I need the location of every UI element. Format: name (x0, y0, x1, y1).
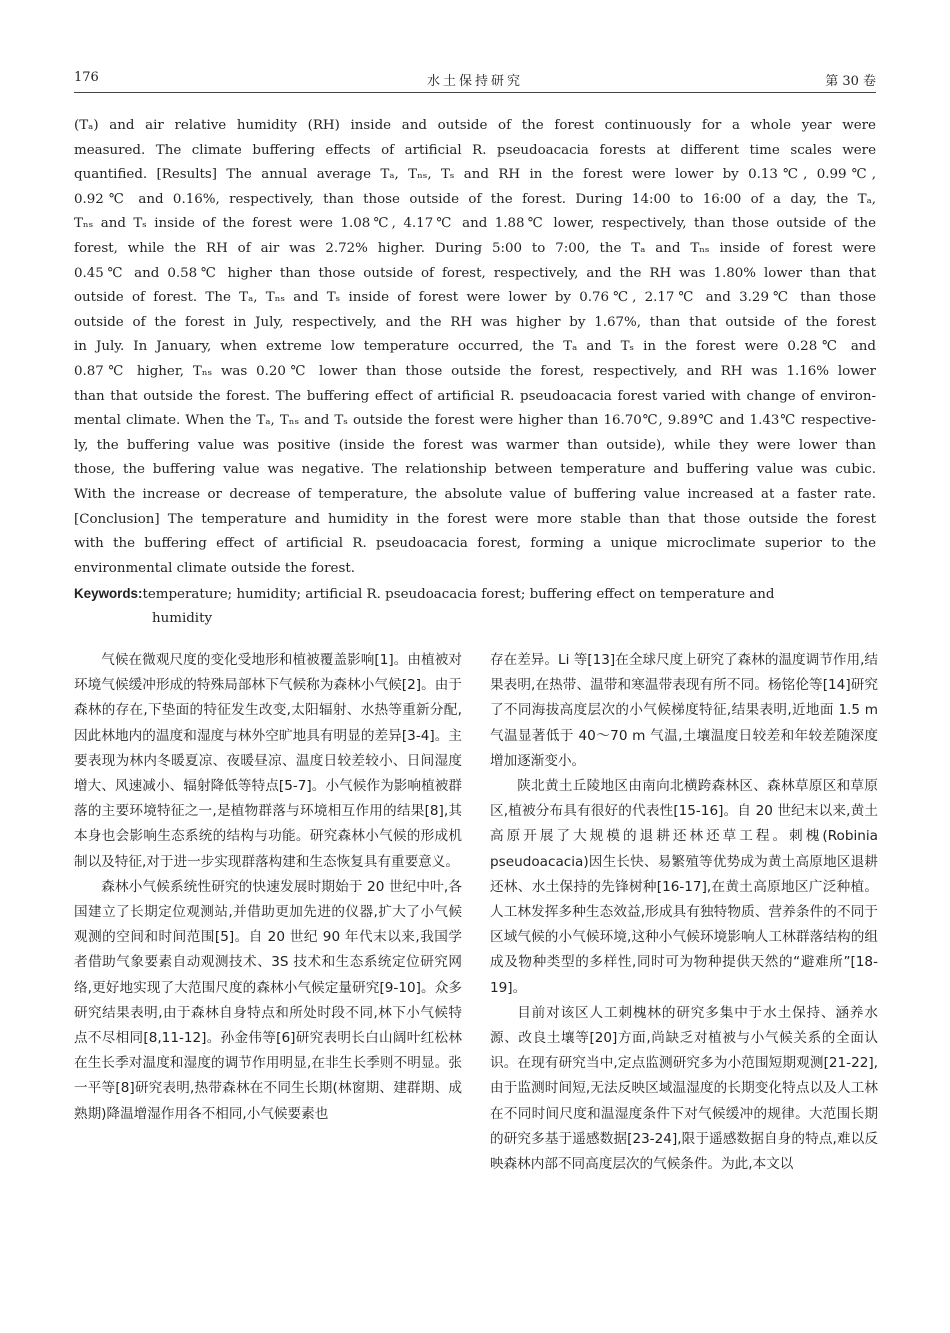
running-header (74, 68, 876, 93)
abstract-line: mental climate. When the Tₐ, Tₙₛ and Tₛ outside the forest were higher than 16.70℃, 9.89℃ and 1.43℃ respective- (74, 413, 876, 429)
abstract-line: outside of the forest in July, respectively, and the RH was higher by 1.67%, than that outside of the forest (74, 314, 876, 330)
abstract-line: forest, while the RH of air was 2.72% higher. During 5:00 to 7:00, the Tₐ and Tₙₛ inside of forest were (74, 240, 876, 256)
abstract-line: in July. In January, when extreme low temperature occurred, the Tₐ and Tₛ in the forest were 0.28℃ and (74, 339, 876, 355)
keywords-label: Keywords: (74, 586, 143, 601)
paragraph: 存在差异。Li 等[13]在全球尺度上研究了森林的温度调节作用,结果表明,在热带、温带和寒温带表现有所不同。杨铭伦等[14]研究了不同海拔高度层次的小气候梯度特征,结果表明,近地面 1.5 m 气温显著低于 40～70 m 气温,土壤温度日较差和年较差随深度增加逐渐变小。 (490, 652, 878, 769)
abstract-line: those, the buffering value was negative. The relationship between temperature and buffering value was cubic. (74, 462, 876, 478)
english-abstract (74, 114, 876, 581)
abstract-line: 0.87℃ higher, Tₙₛ was 0.20℃ lower than those outside the forest, respectively, and RH was 1.16% lower (74, 363, 876, 379)
left-column (74, 648, 462, 1127)
abstract-line: 0.45℃ and 0.58℃ higher than those outside of forest, respectively, and the RH was 1.80% lower than that (74, 265, 876, 281)
abstract-line: (Tₐ) and air relative humidity (RH) inside and outside of the forest continuously for a whole year were (74, 118, 876, 133)
paragraph: 气候在微观尺度的变化受地形和植被覆盖影响[1]。由植被对环境气候缓冲形成的特殊局部林下气候称为森林小气候[2]。由于森林的存在,下垫面的特征发生改变,太阳辐射、水热等重新分配,因此林地内的温度和湿度与林外空旷地具有明显的差异[3-4]。主要表现为林内冬暖夏凉、夜暖昼凉、温度日较差较小、日间湿度增大、风速减小、辐射降低等特点[5-7]。小气候作为影响植被群落的主要环境特征之一,是植物群落与环境相互作用的结果[8],其本身也会影响生态系统的结构与功能。研究森林小气候的形成机制以及特征,对于进一步实现群落构建和生态恢复具有重要意义。 (74, 652, 462, 870)
paragraph: 陕北黄土丘陵地区由南向北横跨森林区、森林草原区和草原区,植被分布具有很好的代表性[15-16]。自 20 世纪末以来,黄土高原开展了大规模的退耕还林还草工程。刺槐(Robinia pseudoacacia)因生长快、易繁殖等优势成为黄土高原地区退耕还林、水土保持的先锋树种[16-17],在黄土高原地区广泛种植。人工林发挥多种生态效益,形成具有独特物质、营养条件的不同于区域气候的小气候环境,这种小气候环境影响人工林群落结构的组成及物种类型的多样性,同时可为物种提供天然的“避难所”[18-19]。 (490, 778, 878, 996)
paragraph: 森林小气候系统性研究的快速发展时期始于 20 世纪中叶,各国建立了长期定位观测站,并借助更加先进的仪器,扩大了小气候观测的空间和时间范围[5]。自 20 世纪 90 年代末以来,我国学者借助气象要素自动观测技术、3S 技术和生态系统定位研究网络,更好地实现了大范围尺度的森林小气候定量研究[9-10]。众多研究结果表明,由于森林自身特点和所处时段不同,林下小气候特点不尽相同[8,11-12]。孙金伟等[6]研究表明长白山阔叶红松林在生长季对温度和湿度的调节作用明显,在非生长季则不明显。张一平等[8]研究表明,热带森林在不同生长期(林窗期、建群期、成熟期)降温增湿作用各不相同,小气候要素也 (74, 878, 462, 1122)
volume-label: 第 30 卷 (825, 74, 876, 89)
abstract-line: than that outside the forest. The buffering effect of artificial R. pseudoacacia forest varied with change of environ- (74, 388, 876, 404)
abstract-line: environmental climate outside the forest. (74, 560, 355, 576)
keywords-line-1: temperature; humidity; artificial R. pseudoacacia forest; buffering effect on temperature and (142, 587, 775, 602)
journal-title: 水土保持研究 (426, 74, 523, 89)
abstract-line: with the buffering effect of artificial R. pseudoacacia forest, forming a unique microclimate superior to the (74, 536, 876, 552)
abstract-line: ly, the buffering value was positive (inside the forest was warmer than outside), while they were lower than (74, 437, 876, 453)
abstract-line: measured. The climate buffering effects of artificial R. pseudoacacia forests at different time scales were (74, 142, 876, 158)
keywords-block (74, 582, 876, 631)
paragraph: 目前对该区人工刺槐林的研究多集中于水土保持、涵养水源、改良土壤等[20]方面,尚缺乏对植被与小气候关系的全面认识。在现有研究当中,定点监测研究多为小范围短期观测[21-22],由于监测时间短,无法反映区域温湿度的长期变化特点以及人工林在不同时间尺度和温湿度条件下对气候缓冲的规律。大范围长期的研究多基于遥感数据[23-24],限于遥感数据自身的特点,难以反映森林内部不同高度层次的气候条件。为此,本文以 (490, 1004, 878, 1173)
keywords-line-2: humidity (152, 611, 213, 626)
abstract-line: Tₙₛ and Tₛ inside of the forest were 1.08℃, 4.17℃ and 1.88℃ lower, respectively, than those outside of the (74, 216, 876, 232)
abstract-line: 0.92℃ and 0.16%, respectively, than those outside of the forest. During 14:00 to 16:00 of a day, the Tₐ, (74, 191, 876, 207)
abstract-line: [Conclusion] The temperature and humidity in the forest were more stable than that those outside the forest (74, 511, 876, 527)
abstract-line: quantified. [Results] The annual average Tₐ, Tₙₛ, Tₛ and RH in the forest were lower by 0.13℃, 0.99℃, (74, 167, 876, 183)
page-number: 176 (74, 70, 99, 85)
right-column (490, 648, 878, 1177)
abstract-line: outside of forest. The Tₐ, Tₙₛ and Tₛ inside of forest were lower by 0.76℃, 2.17℃ and 3.29℃ than those (74, 290, 876, 306)
abstract-line: With the increase or decrease of temperature, the absolute value of buffering value increased at a faster rate. (74, 486, 876, 502)
